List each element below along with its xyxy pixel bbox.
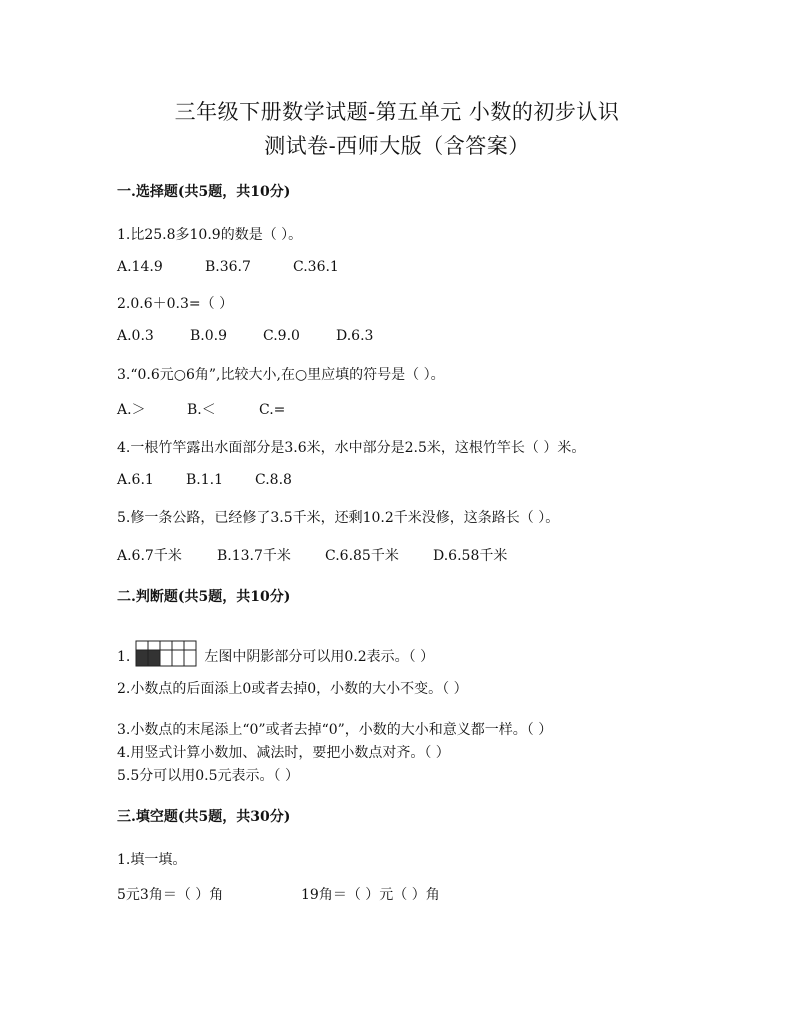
question-5-options <box>117 545 507 565</box>
option-d: D.6.58千米 <box>433 548 508 564</box>
question-2-stem: 2.0.6＋0.3=（ ） <box>117 296 234 312</box>
grid-cell-empty <box>172 650 184 666</box>
question-1-stem: 1.比25.8多10.9的数是（ ）。 <box>117 227 303 243</box>
option-c: C.= <box>259 402 286 418</box>
section-heading-choice: 一.选择题(共5题，共10分) <box>117 184 291 200</box>
grid-cell-empty <box>184 650 196 666</box>
option-b: B.1.1 <box>186 472 224 488</box>
question-5-stem: 5.修一条公路，已经修了3.5千米，还剩10.2千米没修，这条路长（ ）。 <box>117 510 560 526</box>
option-b: B.13.7千米 <box>217 548 291 564</box>
option-b: B.0.9 <box>190 328 228 344</box>
option-a: A.6.1 <box>117 472 154 488</box>
question-4-stem: 4.一根竹竿露出水面部分是3.6米，水中部分是2.5米，这根竹竿长（ ）米。 <box>117 440 586 456</box>
option-b: B.36.7 <box>205 259 251 275</box>
option-a: A.0.3 <box>117 328 154 344</box>
question-3-options <box>117 399 285 419</box>
fill-question-1-stem: 1.填一填。 <box>117 852 187 868</box>
grid-top-strip <box>136 641 196 650</box>
fill-question-1-parts <box>117 884 440 904</box>
option-a: A.6.7千米 <box>117 548 182 564</box>
judge-question-5: 5.5分可以用0.5元表示。（ ） <box>117 768 299 784</box>
question-3-stem: 3.“0.6元○6角”,比较大小,在○里应填的符号是（ ）。 <box>117 367 445 383</box>
page-title-line-1: 三年级下册数学试题-第五单元 小数的初步认识 <box>174 100 620 124</box>
fill-part-2: 19角＝（ ）元（ ）角 <box>301 887 440 903</box>
question-2-options <box>117 328 373 344</box>
option-a: A.14.9 <box>117 259 163 275</box>
grid-cell-shaded <box>148 650 160 666</box>
grid-cell-shaded <box>136 650 148 666</box>
fill-part-1: 5元3角＝（ ）角 <box>117 887 224 903</box>
judge-question-1 <box>117 638 434 666</box>
judge-question-1-text: 左图中阴影部分可以用0.2表示。（ ） <box>204 649 435 665</box>
judge-question-4: 4.用竖式计算小数加、减法时，要把小数点对齐。（ ） <box>117 745 450 761</box>
option-c: C.36.1 <box>293 259 339 275</box>
decimal-grid-figure <box>130 640 200 668</box>
judge-question-2: 2.小数点的后面添上0或者去掉0，小数的大小不变。（ ） <box>117 681 468 697</box>
judge-question-1-number: 1. <box>117 649 131 665</box>
option-a: A.＞ <box>117 402 146 418</box>
judge-question-3: 3.小数点的末尾添上“0”或者去掉“0”，小数的大小和意义都一样。（ ） <box>117 722 553 738</box>
question-1-options <box>117 259 339 275</box>
grid-cell-empty <box>160 650 172 666</box>
option-c: C.8.8 <box>255 472 292 488</box>
page-title-line-2: 测试卷-西师大版（含答案） <box>264 134 530 158</box>
option-b: B.＜ <box>187 402 216 418</box>
option-c: C.6.85千米 <box>325 548 399 564</box>
question-4-options <box>117 472 292 488</box>
section-heading-fill: 三.填空题(共5题，共30分) <box>117 809 291 825</box>
option-c: C.9.0 <box>263 328 300 344</box>
option-d: D.6.3 <box>336 328 374 344</box>
section-heading-judge: 二.判断题(共5题，共10分) <box>117 589 291 605</box>
